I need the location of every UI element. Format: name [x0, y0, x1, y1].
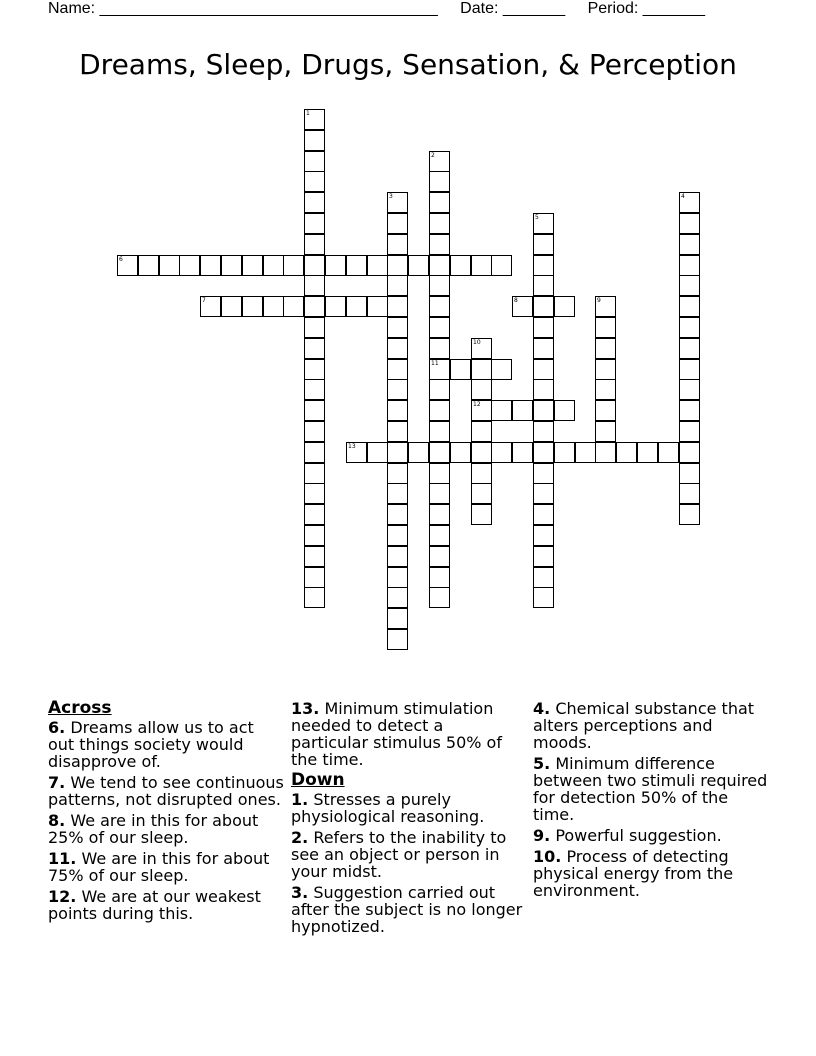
- grid-cell[interactable]: [450, 255, 471, 276]
- grid-cell[interactable]: [346, 296, 367, 317]
- clue-across-8: 8. We are in this for about 25% of our sleep.: [48, 811, 259, 847]
- grid-cell[interactable]: [387, 504, 408, 525]
- grid-cell[interactable]: [387, 587, 408, 608]
- grid-cell[interactable]: [491, 255, 512, 276]
- grid-cell[interactable]: [429, 317, 450, 338]
- grid-cell[interactable]: [679, 483, 700, 504]
- grid-cell[interactable]: [491, 359, 512, 380]
- grid-cell[interactable]: [429, 504, 450, 525]
- grid-cell[interactable]: [658, 442, 679, 463]
- period-field[interactable]: Period: _______: [587, 0, 706, 17]
- page-title: Dreams, Sleep, Drugs, Sensation, & Perception: [79, 48, 737, 81]
- grid-cell[interactable]: [533, 504, 554, 525]
- grid-cell[interactable]: [450, 442, 471, 463]
- grid-cell[interactable]: [221, 296, 242, 317]
- grid-cell[interactable]: [533, 317, 554, 338]
- grid-cell[interactable]: [471, 504, 492, 525]
- grid-cell[interactable]: [429, 338, 450, 359]
- grid-cell[interactable]: [138, 255, 159, 276]
- grid-cell[interactable]: [304, 338, 325, 359]
- grid-cell[interactable]: [429, 421, 450, 442]
- grid-cell[interactable]: [679, 421, 700, 442]
- grid-cell[interactable]: [679, 317, 700, 338]
- grid-cell[interactable]: [387, 359, 408, 380]
- grid-cell[interactable]: [491, 400, 512, 421]
- grid-cell[interactable]: [429, 171, 450, 192]
- grid-cell[interactable]: [679, 400, 700, 421]
- clue-number-13: 13: [348, 443, 356, 450]
- clue-number-10: 10: [473, 339, 481, 346]
- grid-cell[interactable]: [387, 483, 408, 504]
- grid-cell[interactable]: [304, 317, 325, 338]
- grid-cell[interactable]: [304, 546, 325, 567]
- grid-cell[interactable]: [533, 275, 554, 296]
- grid-cell[interactable]: [679, 379, 700, 400]
- grid-cell[interactable]: [429, 255, 450, 276]
- grid-cell[interactable]: [533, 338, 554, 359]
- grid-cell[interactable]: [429, 296, 450, 317]
- date-field[interactable]: Date: _______: [460, 0, 566, 17]
- grid-cell[interactable]: [387, 275, 408, 296]
- grid-cell[interactable]: [533, 359, 554, 380]
- grid-cell[interactable]: [304, 255, 325, 276]
- grid-cell[interactable]: [471, 359, 492, 380]
- clue-number-12: 12: [473, 401, 481, 408]
- grid-cell[interactable]: [679, 504, 700, 525]
- grid-cell[interactable]: [554, 442, 575, 463]
- down-heading: Down: [291, 770, 345, 790]
- grid-cell[interactable]: [595, 421, 616, 442]
- across-heading: Across: [48, 698, 112, 718]
- grid-cell[interactable]: [387, 463, 408, 484]
- grid-cell[interactable]: [387, 338, 408, 359]
- grid-cell[interactable]: [304, 192, 325, 213]
- grid-cell[interactable]: [533, 255, 554, 276]
- grid-cell[interactable]: [595, 317, 616, 338]
- grid-cell[interactable]: [387, 317, 408, 338]
- grid-cell[interactable]: [242, 255, 263, 276]
- grid-cell[interactable]: [471, 379, 492, 400]
- grid-cell[interactable]: [471, 255, 492, 276]
- clue-down-4: 4. Chemical substance that alters perceptions and moods.: [533, 699, 755, 752]
- clue-number-6: 6: [119, 256, 123, 263]
- clue-down-1: 1. Stresses a purely physiological reasoning.: [291, 790, 485, 826]
- grid-cell[interactable]: [283, 255, 304, 276]
- grid-cell[interactable]: [387, 213, 408, 234]
- grid-cell[interactable]: [512, 400, 533, 421]
- grid-cell[interactable]: [429, 442, 450, 463]
- clue-number-9: 9: [597, 297, 601, 304]
- grid-cell[interactable]: [263, 255, 284, 276]
- clue-down-2: 2. Refers to the inability to see an object or person in your midst.: [291, 828, 507, 881]
- grid-cell[interactable]: [387, 525, 408, 546]
- grid-cell[interactable]: [533, 234, 554, 255]
- grid-cell[interactable]: [533, 421, 554, 442]
- grid-cell[interactable]: [533, 546, 554, 567]
- grid-cell[interactable]: [387, 546, 408, 567]
- grid-cell[interactable]: [367, 255, 388, 276]
- grid-cell[interactable]: [304, 400, 325, 421]
- grid-cell[interactable]: [533, 567, 554, 588]
- clue-number-2: 2: [431, 152, 435, 159]
- grid-cell[interactable]: [179, 255, 200, 276]
- grid-cell[interactable]: [554, 400, 575, 421]
- grid-cell[interactable]: [387, 608, 408, 629]
- grid-cell[interactable]: [554, 296, 575, 317]
- clues-column-3: [533, 700, 773, 903]
- grid-cell[interactable]: [491, 442, 512, 463]
- grid-cell[interactable]: [242, 296, 263, 317]
- clue-down-10: 10. Process of detecting physical energy from the environment.: [533, 847, 734, 900]
- grid-cell[interactable]: [429, 192, 450, 213]
- grid-cell[interactable]: [429, 275, 450, 296]
- grid-cell[interactable]: [387, 255, 408, 276]
- grid-cell[interactable]: [595, 442, 616, 463]
- grid-cell[interactable]: [450, 359, 471, 380]
- clue-down-5: 5. Minimum difference between two stimuli required for detection 50% of the time.: [533, 754, 768, 824]
- grid-cell[interactable]: [429, 546, 450, 567]
- grid-cell[interactable]: [429, 525, 450, 546]
- grid-cell[interactable]: [429, 400, 450, 421]
- grid-cell[interactable]: [429, 379, 450, 400]
- grid-cell[interactable]: [387, 442, 408, 463]
- grid-cell[interactable]: [367, 296, 388, 317]
- grid-cell[interactable]: [304, 463, 325, 484]
- grid-cell[interactable]: [304, 171, 325, 192]
- grid-cell[interactable]: [533, 587, 554, 608]
- grid-cell[interactable]: [304, 421, 325, 442]
- grid-cell[interactable]: [533, 525, 554, 546]
- grid-cell[interactable]: [637, 442, 658, 463]
- grid-cell[interactable]: [471, 483, 492, 504]
- grid-cell[interactable]: [679, 442, 700, 463]
- name-field[interactable]: Name: ______________________________________: [48, 0, 438, 17]
- grid-cell[interactable]: [304, 525, 325, 546]
- grid-cell[interactable]: [595, 379, 616, 400]
- grid-cell[interactable]: [387, 629, 408, 650]
- clue-number-4: 4: [681, 193, 685, 200]
- grid-cell[interactable]: [471, 421, 492, 442]
- clues-column-1: [48, 700, 284, 926]
- grid-cell[interactable]: [429, 213, 450, 234]
- grid-cell[interactable]: [533, 400, 554, 421]
- grid-cell[interactable]: [575, 442, 596, 463]
- grid-cell[interactable]: [387, 421, 408, 442]
- clue-number-1: 1: [306, 110, 310, 117]
- grid-cell[interactable]: [387, 234, 408, 255]
- grid-cell[interactable]: [533, 442, 554, 463]
- grid-cell[interactable]: [429, 463, 450, 484]
- clue-across-11: 11. We are in this for about 75% of our sleep.: [48, 849, 270, 885]
- clue-number-8: 8: [514, 297, 518, 304]
- grid-cell[interactable]: [304, 296, 325, 317]
- clue-number-7: 7: [202, 297, 206, 304]
- clue-number-11: 11: [431, 360, 439, 367]
- grid-cell[interactable]: [325, 255, 346, 276]
- grid-cell[interactable]: [304, 504, 325, 525]
- grid-cell[interactable]: [679, 255, 700, 276]
- grid-cell[interactable]: [304, 213, 325, 234]
- grid-cell[interactable]: [533, 483, 554, 504]
- grid-cell[interactable]: [304, 275, 325, 296]
- grid-cell[interactable]: [429, 587, 450, 608]
- grid-cell[interactable]: [408, 442, 429, 463]
- grid-cell[interactable]: [595, 338, 616, 359]
- grid-cell[interactable]: [200, 255, 221, 276]
- grid-cell[interactable]: [263, 296, 284, 317]
- grid-cell[interactable]: [304, 442, 325, 463]
- grid-cell[interactable]: [325, 296, 346, 317]
- grid-cell[interactable]: [679, 275, 700, 296]
- grid-cell[interactable]: [595, 359, 616, 380]
- grid-cell[interactable]: [221, 255, 242, 276]
- grid-cell[interactable]: [679, 234, 700, 255]
- grid-cell[interactable]: [304, 567, 325, 588]
- grid-cell[interactable]: [304, 587, 325, 608]
- grid-cell[interactable]: [304, 483, 325, 504]
- clue-across-12: 12. We are at our weakest points during this.: [48, 887, 261, 923]
- clue-number-3: 3: [389, 193, 393, 200]
- grid-cell[interactable]: [159, 255, 180, 276]
- grid-cell[interactable]: [533, 463, 554, 484]
- grid-cell[interactable]: [533, 379, 554, 400]
- grid-cell[interactable]: [387, 567, 408, 588]
- clue-across-7: 7. We tend to see continuous patterns, not disrupted ones.: [48, 773, 284, 809]
- grid-cell[interactable]: [429, 567, 450, 588]
- grid-cell[interactable]: [429, 234, 450, 255]
- grid-cell[interactable]: [304, 379, 325, 400]
- grid-cell[interactable]: [304, 359, 325, 380]
- grid-cell[interactable]: [595, 400, 616, 421]
- grid-cell[interactable]: [679, 338, 700, 359]
- grid-cell[interactable]: [367, 442, 388, 463]
- clue-across-6: 6. Dreams allow us to act out things society would disapprove of.: [48, 718, 254, 771]
- clue-number-5: 5: [535, 214, 539, 221]
- grid-cell[interactable]: [346, 255, 367, 276]
- clue-down-9: 9. Powerful suggestion.: [533, 826, 722, 845]
- clue-across-13: 13. Minimum stimulation needed to detect a particular stimulus 50% of the time.: [291, 699, 502, 769]
- grid-cell[interactable]: [512, 442, 533, 463]
- grid-cell[interactable]: [471, 463, 492, 484]
- grid-cell[interactable]: [408, 255, 429, 276]
- grid-cell[interactable]: [616, 442, 637, 463]
- grid-cell[interactable]: [533, 296, 554, 317]
- grid-cell[interactable]: [387, 379, 408, 400]
- grid-cell[interactable]: [429, 483, 450, 504]
- grid-cell[interactable]: [679, 359, 700, 380]
- clues-column-2: [291, 700, 523, 939]
- grid-cell[interactable]: [679, 463, 700, 484]
- grid-cell[interactable]: [304, 234, 325, 255]
- grid-cell[interactable]: [304, 151, 325, 172]
- grid-cell[interactable]: [387, 400, 408, 421]
- clue-down-3: 3. Suggestion carried out after the subject is no longer hypnotized.: [291, 883, 523, 936]
- grid-cell[interactable]: [304, 130, 325, 151]
- grid-cell[interactable]: [387, 296, 408, 317]
- grid-cell[interactable]: [679, 296, 700, 317]
- grid-cell[interactable]: [283, 296, 304, 317]
- grid-cell[interactable]: [679, 213, 700, 234]
- grid-cell[interactable]: [471, 442, 492, 463]
